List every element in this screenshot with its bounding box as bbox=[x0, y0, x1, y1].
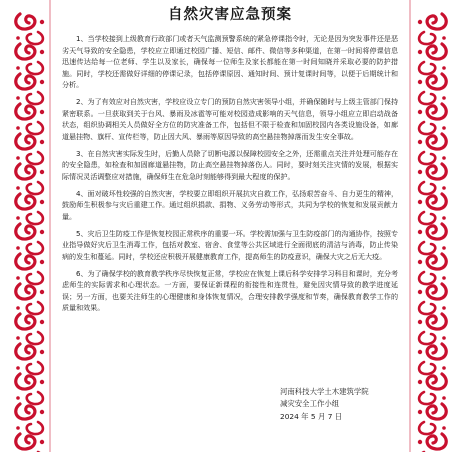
paragraph-4: 4、面对破坏性较强的自然灾害，学校要立即组织开展抗灾自救工作，弘扬艰苦奋斗、自力更生的精神，鼓励师生积极参与灾后重建工作。通过组织捐款、捐物、义务劳动等形式，共同为学校的恢复和发展贡献力量。 bbox=[62, 188, 398, 221]
paragraph-6: 6、为了确保学校的教育教学秩序尽快恢复正常，学校应在恢复上课后科学安排学习科目和课时，充分考虑师生的实际需求和心理状态。一方面，要保证新课程的衔接性和连贯性，避免因灾情导致的教学进度延误；另一方面，也要关注师生的心理健康和身体恢复情况，合理安排教学强度和节奏，确保教育教学工作的质量和效果。 bbox=[62, 268, 398, 313]
signature-organization: 河南科技大学土木建筑学院 bbox=[280, 387, 369, 396]
signature-group: 减灾安全工作小组 bbox=[280, 399, 340, 409]
document-title: 自然灾害应急预案 bbox=[168, 7, 292, 23]
paragraph-1: 1、当学校接到上级教育行政部门或者天气监测预警系统的紧急停课指令时，无论是因为突发事件还是恶劣天气导致的安全隐患，学校应立即通过校园广播、短信、邮件、微信等多种渠道，在第一时间将停课信息迅速传达给每一位老师、学生以及家长，确保每一位师生及家长都能在第一时间知晓并采取必要的防护措施。同时，学校还需做好详细的停课记录，包括停课原因、通知时间、预计复课时间等，以便于后期统计和分析。 bbox=[62, 34, 398, 90]
paragraph-3: 3、在自然灾害实际发生时，后勤人员除了切断电源以保障校园安全之外，还需重点关注并处理可能存在的安全隐患，如检查和加固廊道悬挂物，防止高空悬挂物掉落伤人。同时，要时刻关注灾情的发展，根据实际情况灵活调整应对措施，确保师生在危急时刻能够得到最大程度的保护。 bbox=[62, 148, 398, 181]
paragraph-2: 2、为了有效应对自然灾害，学校应设立专门的预防自然灾害领导小组，并确保随时与上级主管部门保持紧密联系。一旦获取到关于台风、暴雨及冰雹等可能对校园造成影响的天气信息，领导小组应立即启动战备状态，组织协调相关人员做好全方位的防灾准备工作，包括但不限于检查和加固校园内各类设施设备，如廊道悬挂物、旗杆、宣传栏等，防止因大风、暴雨等原因导致的高空悬挂物掉落而发生安全事故。 bbox=[62, 97, 398, 141]
document-body bbox=[62, 4, 398, 450]
signature-date: 2024 年 5 月 7 日 bbox=[280, 411, 343, 421]
paragraph-5: 5、灾后卫生防疫工作是恢复校园正常秩序的重要一环。学校需加强与卫生防疫部门的沟通协作，按照专业指导做好灾后卫生消毒工作，包括对教室、宿舍、食堂等公共区域进行全面彻底的清洁与消毒，防止传染病的发生和蔓延。同时，学校还应积极开展健康教育工作，提高师生的防疫意识，确保大灾之后无大疫。 bbox=[62, 228, 398, 261]
signature-block bbox=[280, 386, 369, 423]
